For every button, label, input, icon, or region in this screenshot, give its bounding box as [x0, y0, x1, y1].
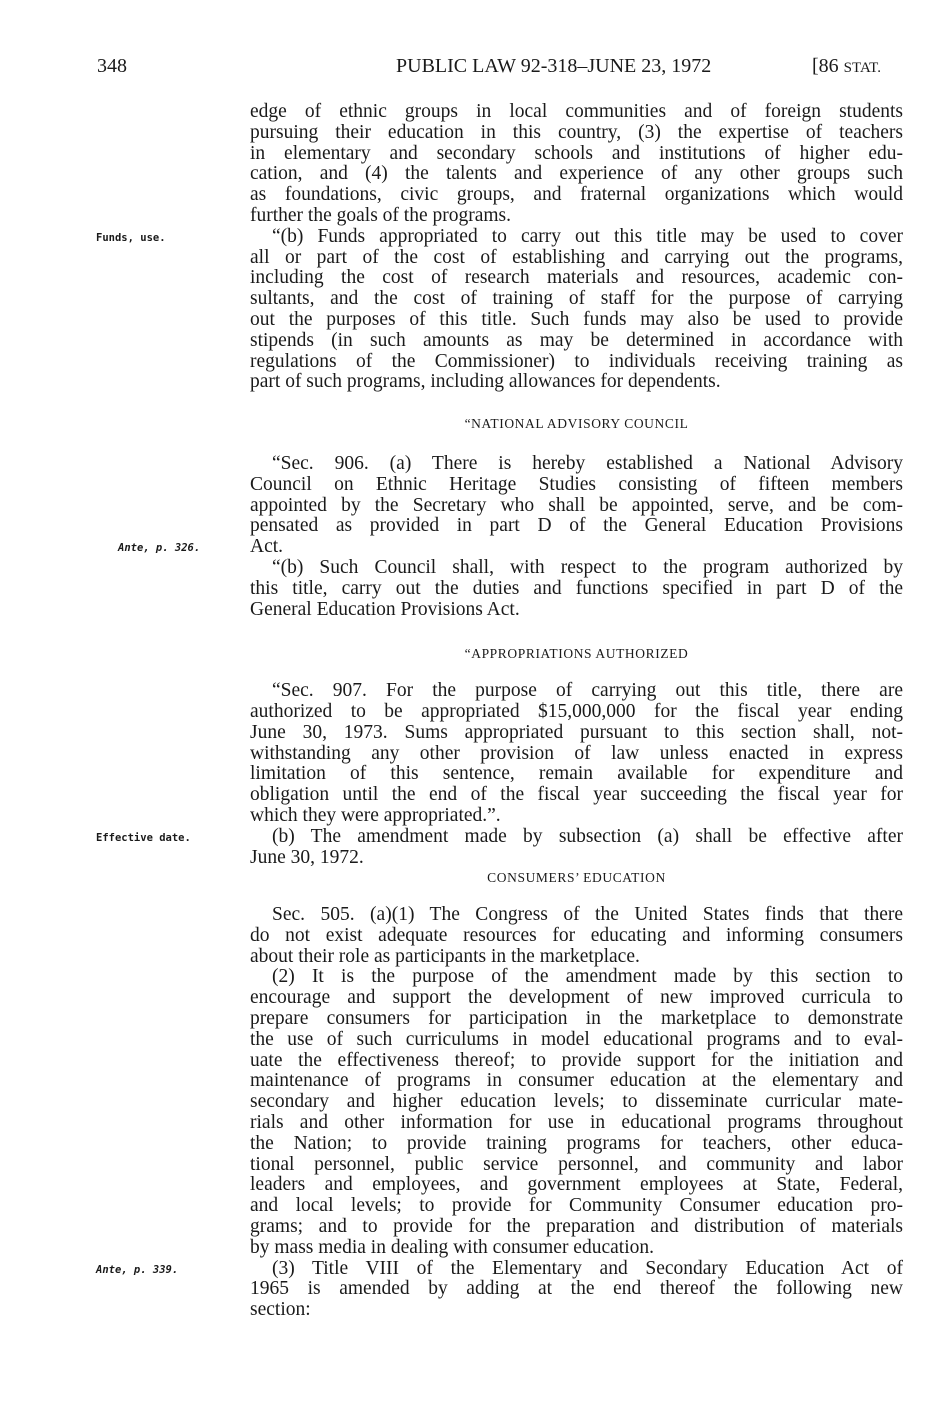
section-heading: “NATIONAL ADVISORY COUNCIL	[464, 416, 689, 432]
text-line	[250, 988, 903, 1009]
text-line	[250, 1279, 903, 1300]
text-line	[250, 331, 903, 352]
text-line	[250, 206, 903, 227]
text-line	[250, 1217, 903, 1238]
line-text: Sec. 505. (a)(1) The Congress of the United States finds that there	[272, 904, 903, 926]
line-text: which they were appropriated.”.	[250, 804, 501, 826]
text-line	[250, 926, 903, 947]
margin-note: Effective date.	[96, 831, 191, 844]
paragraph	[250, 967, 903, 1258]
line-text: encourage and support the development of new improved curricula to	[250, 987, 903, 1009]
line-text: Act.	[250, 536, 284, 558]
text-line	[250, 848, 903, 869]
text-line	[118, 536, 903, 558]
text-line	[250, 702, 903, 723]
text-line	[250, 1009, 903, 1030]
paragraph	[96, 225, 903, 393]
line-text: do not exist adequate resources for educating and informing consumers	[250, 924, 903, 946]
text-line	[250, 1175, 903, 1196]
line-text: prepare consumers for participation in the marketplace to demonstrate	[250, 1008, 903, 1030]
line-text: General Education Provisions Act.	[250, 598, 520, 620]
line-text: authorized to be appropriated $15,000,000 for the fiscal year ending	[250, 700, 903, 722]
line-text: section:	[250, 1299, 311, 1321]
line-text: Council on Ethnic Heritage Studies consisting of fifteen members	[250, 473, 903, 495]
line-text: out the purposes of this title. Such funds may also be used to provide	[250, 308, 903, 330]
line-text: (3) Title VIII of the Elementary and Secondary Education Act of	[272, 1257, 903, 1279]
text-line	[250, 310, 903, 331]
text-line	[250, 1071, 903, 1092]
line-text: uate the effectiveness thereof; to provide support for the initiation and	[250, 1049, 903, 1071]
stat-bracket: [86	[812, 55, 844, 77]
text-line	[250, 1092, 903, 1113]
text-line	[250, 289, 903, 310]
text-line	[250, 268, 903, 289]
line-text: further the goals of the programs.	[250, 204, 512, 226]
text-line	[250, 1113, 903, 1134]
line-text: in elementary and secondary schools and institutions of higher edu-	[250, 142, 903, 164]
text-line	[250, 496, 903, 517]
line-text: cation, and (4) the talents and experience of any other groups such	[250, 163, 903, 185]
text-line	[250, 1051, 903, 1072]
line-text: 1965 is amended by adding at the end thereof the following new	[250, 1278, 903, 1300]
text-line	[250, 600, 903, 621]
line-text: stipends (in such amounts as may be determined in accordance with	[250, 329, 903, 351]
line-text: obligation until the end of the fiscal year succeeding the fiscal year for	[250, 784, 903, 806]
text-line	[250, 905, 903, 926]
text-line	[250, 1134, 903, 1155]
text-line	[250, 681, 903, 702]
page-number: 348	[97, 55, 127, 77]
text-line	[96, 1257, 903, 1280]
line-text: pensated as provided in part D of the General Education Provisions	[250, 515, 903, 537]
paragraph	[250, 905, 903, 967]
line-text: the Nation; to provide training programs for teachers, other educa-	[250, 1132, 903, 1154]
stat-label: STAT.	[843, 60, 881, 76]
text-line	[250, 248, 903, 269]
text-line	[250, 123, 903, 144]
line-text: part of such programs, including allowances for dependents.	[250, 371, 721, 393]
line-text: edge of ethnic groups in local communities and of foreign students	[250, 101, 903, 122]
text-line	[250, 372, 903, 393]
text-line	[250, 579, 903, 600]
margin-note: Ante, p. 326.	[118, 542, 201, 555]
text-line	[96, 825, 903, 848]
line-text: withstanding any other provision of law unless enacted in express	[250, 742, 903, 764]
line-text: “(b) Funds appropriated to carry out this title may be used to cover	[272, 225, 903, 247]
text-line	[96, 225, 903, 248]
paragraph	[118, 452, 903, 558]
line-text: (b) The amendment made by subsection (a) shall be effective after	[272, 825, 903, 847]
line-text: by mass media in dealing with consumer education.	[250, 1236, 654, 1258]
text-line	[250, 764, 903, 785]
section-heading: CONSUMERS’ EDUCATION	[487, 870, 666, 886]
line-text: maintenance of programs in consumer education at the elementary and	[250, 1070, 903, 1092]
statute-reference	[812, 55, 881, 78]
line-text: “Sec. 906. (a) There is hereby established a National Advisory	[272, 452, 903, 474]
text-line	[250, 744, 903, 765]
text-line	[250, 352, 903, 373]
paragraph	[250, 681, 903, 827]
paragraph	[250, 102, 903, 227]
line-text: including the cost of research materials and resources, academic con-	[250, 267, 903, 289]
text-line	[250, 102, 903, 123]
paragraph	[250, 558, 903, 620]
line-text: rials and other information for use in educational programs throughout	[250, 1112, 903, 1134]
line-text: sultants, and the cost of training of staff for the purpose of carrying	[250, 288, 903, 310]
document-body	[96, 101, 903, 1321]
line-text: and local levels; to provide for Community Consumer education pro-	[250, 1195, 903, 1217]
line-text: all or part of the cost of establishing and carrying out the programs,	[250, 246, 903, 268]
line-text: pursuing their education in this country, (3) the expertise of teachers	[250, 121, 903, 143]
running-title: PUBLIC LAW 92-318–JUNE 23, 1972	[396, 55, 712, 77]
line-text: (2) It is the purpose of the amendment made by this section to	[272, 966, 903, 988]
line-text: regulations of the Commissioner) to individuals receiving training as	[250, 350, 903, 372]
paragraph	[96, 825, 903, 869]
text-line	[250, 1030, 903, 1051]
text-line	[250, 516, 903, 537]
section-heading: “APPROPRIATIONS AUTHORIZED	[464, 646, 689, 662]
text-line	[250, 967, 903, 988]
text-line	[250, 947, 903, 968]
line-text: the use of such curriculums in model educational programs and to eval-	[250, 1028, 903, 1050]
line-text: June 30, 1972.	[250, 846, 364, 868]
margin-note: Ante, p. 339.	[96, 1263, 179, 1276]
text-line	[250, 185, 903, 206]
text-line	[250, 806, 903, 827]
text-line	[250, 454, 903, 475]
line-text: grams; and to provide for the preparation and distribution of materials	[250, 1216, 903, 1238]
margin-note: Funds, use.	[96, 231, 166, 244]
text-line	[250, 1300, 903, 1321]
text-line	[250, 1238, 903, 1259]
line-text: “Sec. 907. For the purpose of carrying out this title, there are	[272, 680, 903, 702]
text-line	[250, 1155, 903, 1176]
page-header	[0, 55, 939, 83]
text-line	[250, 558, 903, 579]
text-line	[250, 785, 903, 806]
text-line	[250, 144, 903, 165]
line-text: appointed by the Secretary who shall be appointed, serve, and be com-	[250, 494, 903, 516]
line-text: as foundations, civic groups, and fraternal organizations which would	[250, 184, 903, 206]
line-text: tional personnel, public service personnel, and community and labor	[250, 1153, 903, 1175]
text-line	[250, 1196, 903, 1217]
paragraph	[96, 1257, 903, 1321]
text-line	[250, 723, 903, 744]
text-line	[250, 164, 903, 185]
line-text: “(b) Such Council shall, with respect to the program authorized by	[272, 556, 903, 578]
line-text: June 30, 1973. Sums appropriated pursuant to this section shall, not-	[250, 721, 903, 743]
line-text: leaders and employees, and government employees at State, Federal,	[250, 1174, 903, 1196]
line-text: this title, carry out the duties and functions specified in part D of the	[250, 577, 903, 599]
line-text: limitation of this sentence, remain available for expenditure and	[250, 763, 903, 785]
text-line	[250, 475, 903, 496]
line-text: about their role as participants in the marketplace.	[250, 945, 640, 967]
line-text: secondary and higher education levels; to disseminate curricular mate-	[250, 1091, 903, 1113]
